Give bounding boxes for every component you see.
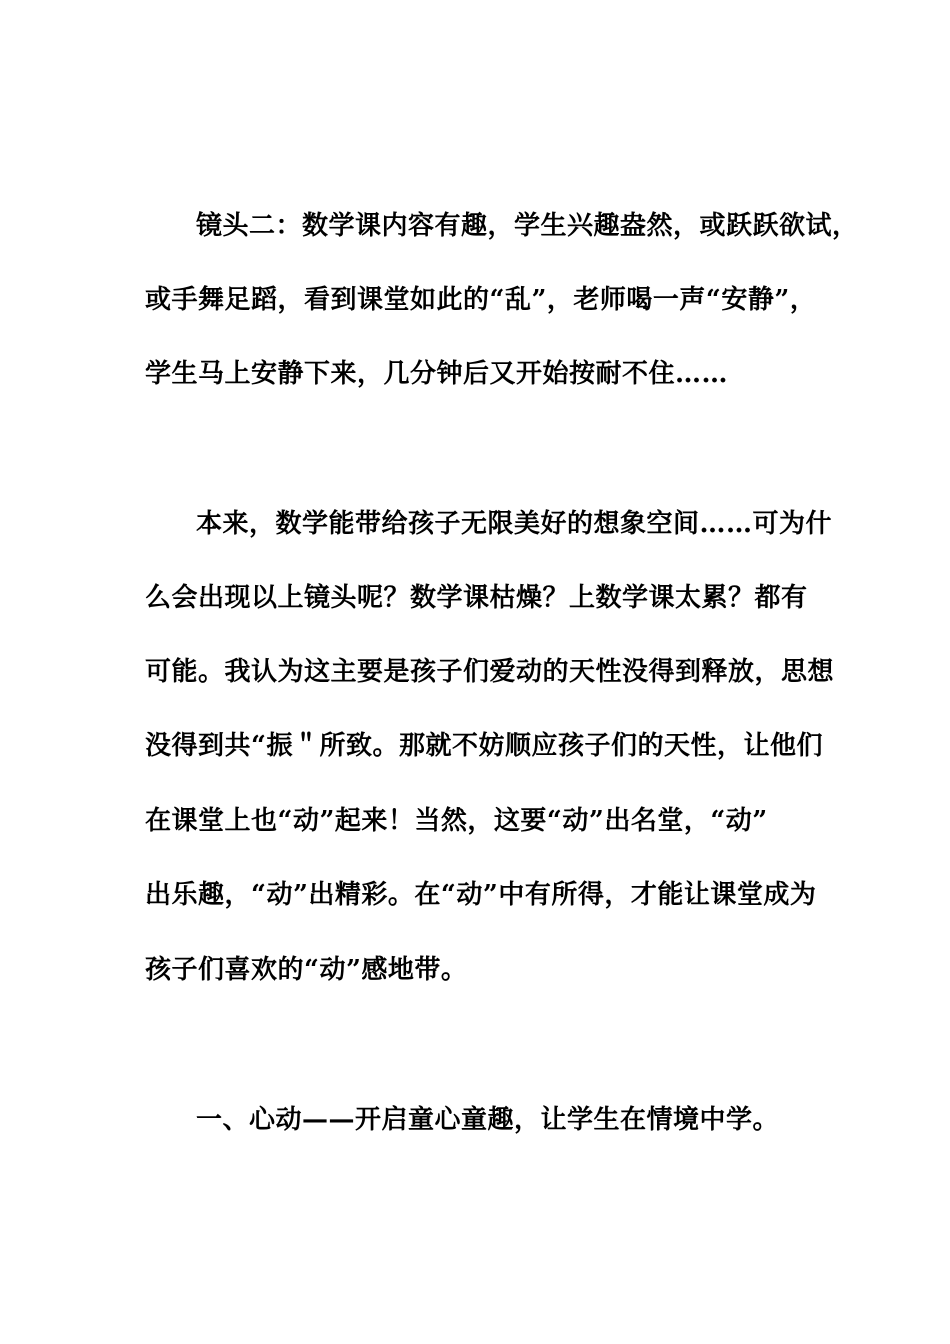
paragraph-2-line-3: 可能。我认为这主要是孩子们爱动的天性没得到释放，思想	[145, 657, 835, 687]
paragraph-2-line-7: 孩子们喜欢的“动”感地带。	[145, 955, 468, 985]
paragraph-1-line-3: 学生马上安静下来，几分钟后又开始按耐不住……	[145, 359, 729, 389]
paragraph-2-line-6: 出乐趣，“动”出精彩。在“动”中有所得，才能让课堂成为	[145, 880, 817, 910]
paragraph-1-line-1: 镜头二：数学课内容有趣，学生兴趣盎然，或跃跃欲试，	[196, 211, 859, 241]
paragraph-2-line-2: 么会出现以上镜头呢？数学课枯燥？上数学课太累？都有	[145, 583, 808, 613]
paragraph-2-line-5: 在课堂上也“动”起来！当然，这要“动”出名堂，“动”	[145, 806, 768, 836]
paragraph-2-line-1: 本来，数学能带给孩子无限美好的想象空间……可为什	[196, 509, 833, 539]
paragraph-1-line-2: 或手舞足蹈，看到课堂如此的“乱”，老师喝一声“安静”，	[145, 285, 817, 315]
section-heading: 一、心动——开启童心童趣，让学生在情境中学。	[196, 1105, 780, 1135]
paragraph-2-line-4: 没得到共“振＂所致。那就不妨顺应孩子们的天性，让他们	[145, 731, 823, 761]
